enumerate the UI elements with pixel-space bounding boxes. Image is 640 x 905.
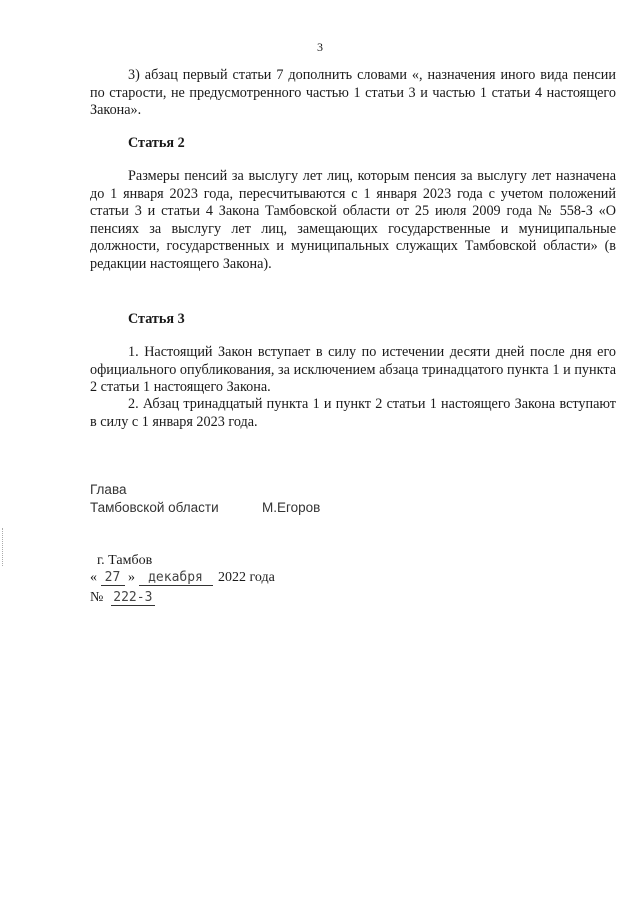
date-quote-close: » xyxy=(128,570,135,585)
date-day: 27 xyxy=(101,571,125,586)
law-number-label: № xyxy=(90,590,104,605)
article-2-heading: Статья 2 xyxy=(128,135,185,151)
amendment-item-3: 3) абзац первый статьи 7 дополнить словами «, назначения иного вида пенсии по старости, не предусмотренного частью 1 статьи 3 и частью 1 статьи 4 настоящего Закона». xyxy=(90,67,616,118)
date-quote-open: « xyxy=(90,570,97,585)
article-3-item-1: 1. Настоящий Закон вступает в силу по истечении десяти дней после дня его официального опубликования, за исключением абзаца тринадцатого пункта 1 и пункта 2 статьи 1 настоящего Закона. xyxy=(90,344,616,395)
signatory-name: М.Егоров xyxy=(262,500,321,515)
article-3-item-2: 2. Абзац тринадцатый пункта 1 и пункт 2 статьи 1 настоящего Закона вступают в силу с 1 января 2023 года. xyxy=(90,396,616,430)
signature-title-line-2: Тамбовской области xyxy=(90,500,219,515)
article-2-text: Размеры пенсий за выслугу лет лиц, которым пенсия за выслугу лет назначена до 1 января 2023 года, пересчитываются с 1 января 2023 года с учетом положений статьи 3 и статьи 4 Закона Тамбовской области от 25 июля 2009 года № 558-З «О пенсиях за выслугу лет лиц, замещающих государственные и муниципальные должности, государственных и муниципальных служащих Тамбовской области» (в редакции настоящего Закона). xyxy=(90,168,616,272)
city-label: г. Тамбов xyxy=(97,553,153,568)
margin-mark xyxy=(2,528,5,566)
date-line xyxy=(90,570,275,586)
law-number: 222-З xyxy=(111,591,155,606)
date-month: декабря xyxy=(139,571,213,586)
signature-title-line-1: Глава xyxy=(90,482,127,497)
article-3-heading: Статья 3 xyxy=(128,311,185,327)
page-number: 3 xyxy=(317,40,323,54)
date-year: 2022 года xyxy=(218,570,275,585)
law-number-line xyxy=(90,590,155,606)
